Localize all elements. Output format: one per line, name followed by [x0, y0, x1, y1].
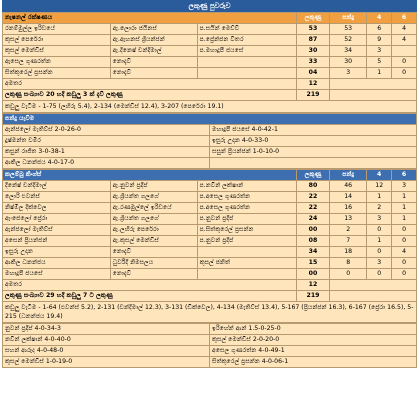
- sixes: 0: [392, 269, 417, 280]
- sixes: 1: [392, 203, 417, 214]
- batting-row: [3, 269, 417, 280]
- bowler: කුසල් ජනිත්: [197, 258, 296, 269]
- total-row: [3, 90, 417, 101]
- batter-name: සිත්කුරෙල් ප්‍රසන්න: [3, 68, 111, 79]
- fours: 12: [367, 181, 392, 192]
- bowling-1-header: [3, 114, 417, 125]
- batter-name: ලොරි එවන්ස්: [3, 192, 111, 203]
- fall-of-wickets: කඩුලු වැටීම - 1-75 (ලහිරු 5.4), 2-134 (මෙන්ඩිස් 12.4), 3-207 (පෙරේරා 19.1): [3, 101, 417, 113]
- dismissal: නොදැවී: [110, 247, 197, 258]
- dismissal: ධුර්විදී නිමසලය: [110, 258, 197, 269]
- batting-row: [3, 24, 417, 35]
- extras-value: 12: [296, 79, 329, 90]
- total-value: 219: [296, 90, 329, 101]
- sixes: 4: [392, 35, 417, 46]
- fours: 3: [367, 258, 392, 269]
- bowling-figure: කුසල් මෙන්ඩිස් 1-0-19-0: [3, 357, 210, 368]
- batting-row: [3, 225, 417, 236]
- bowler: ප.නුවන් ප්‍රදීප්: [197, 214, 296, 225]
- bowling-figure: සසුන් ප්‍රියන්ජන් 1-0-10-0: [210, 147, 417, 158]
- dismissal: ඇ.ලහිරු පෙරේරා: [110, 225, 197, 236]
- fours: 3: [367, 46, 392, 57]
- batter-name: ඉසුරු උදාන: [3, 247, 111, 258]
- runs-header: ලකුණු: [296, 13, 329, 24]
- batting-row: [3, 258, 417, 269]
- batting-row: [3, 192, 417, 203]
- bowling-figure: කුසල් මෙන්ඩිස් 2-0-20-0: [210, 335, 417, 346]
- sixes: 1: [392, 214, 417, 225]
- bowler: ප.නුවන් ප්‍රදීප්: [197, 236, 296, 247]
- dismissal: ඇ.ඇහනස් ශ්‍රියන්ජන්: [110, 35, 197, 46]
- batter-name: අසෙන් ප්‍රියන්ජන්: [3, 236, 111, 247]
- balls: 7: [330, 236, 367, 247]
- dismissal: ඇ.දිනෙෂ් චන්දිමාල්: [110, 46, 197, 57]
- batting-row: [3, 68, 417, 79]
- bowling-row: [3, 357, 417, 368]
- batter-name: ඇසෙල ගුණරත්න: [3, 57, 111, 68]
- batting-row: [3, 35, 417, 46]
- bowling-1-table: [2, 113, 417, 169]
- bowling-figure: ඉසුරු උදාන 4-0-33-0: [210, 136, 417, 147]
- balls: 3: [330, 68, 367, 79]
- balls: 0: [330, 269, 367, 280]
- innings-2-team: කලම්බු කිංග්ස්: [3, 170, 297, 181]
- batter-name: දිනේෂ් චන්දිමාල්: [3, 181, 111, 192]
- balls: 52: [330, 35, 367, 46]
- bowling-row: [3, 346, 417, 357]
- fours: 2: [367, 203, 392, 214]
- runs-header: ලකුණු: [296, 170, 329, 181]
- runs: 04: [296, 68, 329, 79]
- innings-2-table: [2, 169, 417, 323]
- bowler: [197, 57, 296, 68]
- sixes: 0: [392, 236, 417, 247]
- runs: 00: [296, 225, 329, 236]
- balls: 2: [330, 225, 367, 236]
- fall-of-wickets-row: [3, 302, 417, 323]
- bowling-figure: දුෂ්මන්ත චමීර: [3, 136, 210, 147]
- scorecard: [2, 0, 417, 400]
- batting-row: [3, 181, 417, 192]
- balls: 16: [330, 203, 367, 214]
- dismissal: ඇ.ලොරා ජයිනස්: [110, 24, 197, 35]
- bowling-row: [3, 324, 417, 335]
- extras-row: [3, 79, 417, 90]
- fours-header: 4: [367, 170, 392, 181]
- fall-of-wickets: කඩුලු වැටීම - 1-64 (එවන්ස් 5.2), 2-131 (චන්දිමාල් 12.3), 3-131 (ඩික්වෙල), 4-134 (මැතිව්ස් 13.4), 5-167 (ප්‍රියන්ජන් 16.3), 6-167 (ප්‍රේරා 16.5), 5-215 (ධනන්ජය 19.4): [3, 302, 417, 323]
- runs: 15: [296, 258, 329, 269]
- bowler: [197, 247, 296, 258]
- innings-1-table: [2, 12, 417, 113]
- extras-label: අමතර: [3, 79, 297, 90]
- bowler: [197, 269, 296, 280]
- bowling-figure: සහන් ආරුද 4-0-48-0: [3, 346, 210, 357]
- bowling-figure: ඇන්ජලෝ මැතිව්ස් 2-0-26-0: [3, 125, 210, 136]
- bowling-row: [3, 335, 417, 346]
- batting-row: [3, 57, 417, 68]
- sixes-header: 6: [392, 170, 417, 181]
- scorecard-title: ලකුණු පුවරුව: [2, 0, 417, 12]
- bowling-heading: පන්දු යැවීම: [3, 114, 417, 125]
- innings-1-header: [3, 13, 417, 24]
- sixes: 0: [392, 225, 417, 236]
- dismissal: ඇ.ශ්‍රියන්ත ගලගේ: [110, 214, 197, 225]
- batting-row: [3, 214, 417, 225]
- bowler: ප.අසෙල ගුණරත්න: [197, 192, 296, 203]
- runs: 34: [296, 247, 329, 258]
- bowling-figure: කසුන් රාජිත 3-0-38-1: [3, 147, 210, 158]
- fours: 3: [367, 214, 392, 225]
- dismissal: නොදැවී: [110, 68, 197, 79]
- balls: 53: [330, 24, 367, 35]
- sixes: 4: [392, 247, 417, 258]
- bowler: ප.නවින් ලක්ෂාන්: [197, 181, 296, 192]
- runs: 22: [296, 203, 329, 214]
- bowling-row: [3, 158, 417, 169]
- bowling-figure: අසෙල ගුණරත්න 4-0-49-1: [210, 346, 417, 357]
- sixes: 0: [392, 68, 417, 79]
- fours: 1: [367, 192, 392, 203]
- innings-2-header: [3, 170, 417, 181]
- balls-header: පන්දු: [330, 13, 367, 24]
- runs: 22: [296, 192, 329, 203]
- fours: 0: [367, 225, 392, 236]
- batter-name: කුසල් පෙරේරා: [3, 35, 111, 46]
- batter-name: ඇන්ජලෝ මැතිව්ස්: [3, 225, 111, 236]
- fours: 0: [367, 247, 392, 258]
- bowling-row: [3, 136, 417, 147]
- bowler: ප.අසෙල ගුණරත්න: [197, 203, 296, 214]
- batting-row: [3, 203, 417, 214]
- batter-name: රනම්මුල්ල ඉරිඩයේ: [3, 24, 111, 35]
- batting-row: [3, 247, 417, 258]
- total-value: 219: [296, 291, 329, 302]
- bowler: ප.ප්‍රේන්ජන වීතර: [197, 35, 296, 46]
- balls: 46: [330, 181, 367, 192]
- extras-row: [3, 280, 417, 291]
- fall-of-wickets-row: [3, 101, 417, 113]
- sixes: 0: [392, 57, 417, 68]
- balls-header: පන්දු: [330, 170, 367, 181]
- balls: 30: [330, 57, 367, 68]
- dismissal: ඇ.කුසල් මෙන්ඩිස්: [110, 236, 197, 247]
- sixes: 4: [392, 24, 417, 35]
- dismissal: ඇ.නුවන් ප්‍රදීප්: [110, 181, 197, 192]
- bowler: [197, 68, 296, 79]
- runs: 53: [296, 24, 329, 35]
- fours: 1: [367, 68, 392, 79]
- sixes: 1: [392, 192, 417, 203]
- fours-header: 4: [367, 13, 392, 24]
- sixes-header: 6: [392, 13, 417, 24]
- extras-value: 12: [296, 280, 329, 291]
- bowling-row: [3, 125, 417, 136]
- batter-name: ඇංජෙලෝ ප්‍රේරා: [3, 214, 111, 225]
- total-label: ලකුණු සංඛ්‍යාව 29 හදි කඩුලු 7 ට ලකුණු: [3, 291, 297, 302]
- balls: 13: [330, 214, 367, 225]
- bowler: ප.සිත්කුරෙල් ප්‍රසන්න: [197, 225, 296, 236]
- bowling-2-table: [2, 323, 417, 368]
- fours: 1: [367, 236, 392, 247]
- batting-row: [3, 236, 417, 247]
- dismissal: ඇ.රණමුල්ලේ ඉරිඩයේ: [110, 203, 197, 214]
- balls: 14: [330, 192, 367, 203]
- fours: 0: [367, 269, 392, 280]
- bowling-figure: මහාදූපී ජයසේ 4-0-42-1: [210, 125, 417, 136]
- balls: 34: [330, 46, 367, 57]
- batting-row: [3, 46, 417, 57]
- runs: 87: [296, 35, 329, 46]
- sixes: 3: [392, 181, 417, 192]
- dismissal: නොදැවී: [110, 269, 197, 280]
- innings-1-team: නැෂනල් රක්ෂණය: [3, 13, 297, 24]
- balls: 18: [330, 247, 367, 258]
- dismissal: නොදැවී: [110, 57, 197, 68]
- bowling-figure: ඉරිහේන් ආන් 1.5-0-25-0: [210, 324, 417, 335]
- total-row: [3, 291, 417, 302]
- batter-name: කුසල් මෙන්ඩිස්: [3, 46, 111, 57]
- runs: 00: [296, 269, 329, 280]
- batter-name: ආකිල ධනන්ජය: [3, 258, 111, 269]
- fours: 5: [367, 57, 392, 68]
- bowler: ප.මහාදූපී ජයසේ: [197, 46, 296, 57]
- runs: 08: [296, 236, 329, 247]
- dismissal: ඇ.ශ්‍රියන්ත ගලගේ: [110, 192, 197, 203]
- batter-name: මහාදූපී ජයසේ: [3, 269, 111, 280]
- runs: 80: [296, 181, 329, 192]
- sixes: 0: [392, 258, 417, 269]
- batter-name: නිෂ්මිල දික්වෙල: [3, 203, 111, 214]
- fours: 9: [367, 35, 392, 46]
- bowling-figure: නවින් ලක්ෂාන් 4-0-40-0: [3, 335, 210, 346]
- bowling-figure: සිත්කුරෙල් ප්‍රසන්න 4-0-06-1: [210, 357, 417, 368]
- runs: 30: [296, 46, 329, 57]
- bowling-row: [3, 147, 417, 158]
- sixes: [392, 46, 417, 57]
- runs: 33: [296, 57, 329, 68]
- balls: 8: [330, 258, 367, 269]
- bowling-figure: ආකිල ධනන්ජය 4-0-17-0: [3, 158, 210, 169]
- extras-label: අමතර: [3, 280, 297, 291]
- bowler: ප.සයින් මෙච්චී: [197, 24, 296, 35]
- fours: 6: [367, 24, 392, 35]
- runs: 24: [296, 214, 329, 225]
- total-label: ලකුණු සංඛ්‍යාව 20 හදි කඩුලු 3 ක් දැවී ලකුණු: [3, 90, 297, 101]
- bowling-figure: නුවන් ප්‍රදීප් 4-0-34-3: [3, 324, 210, 335]
